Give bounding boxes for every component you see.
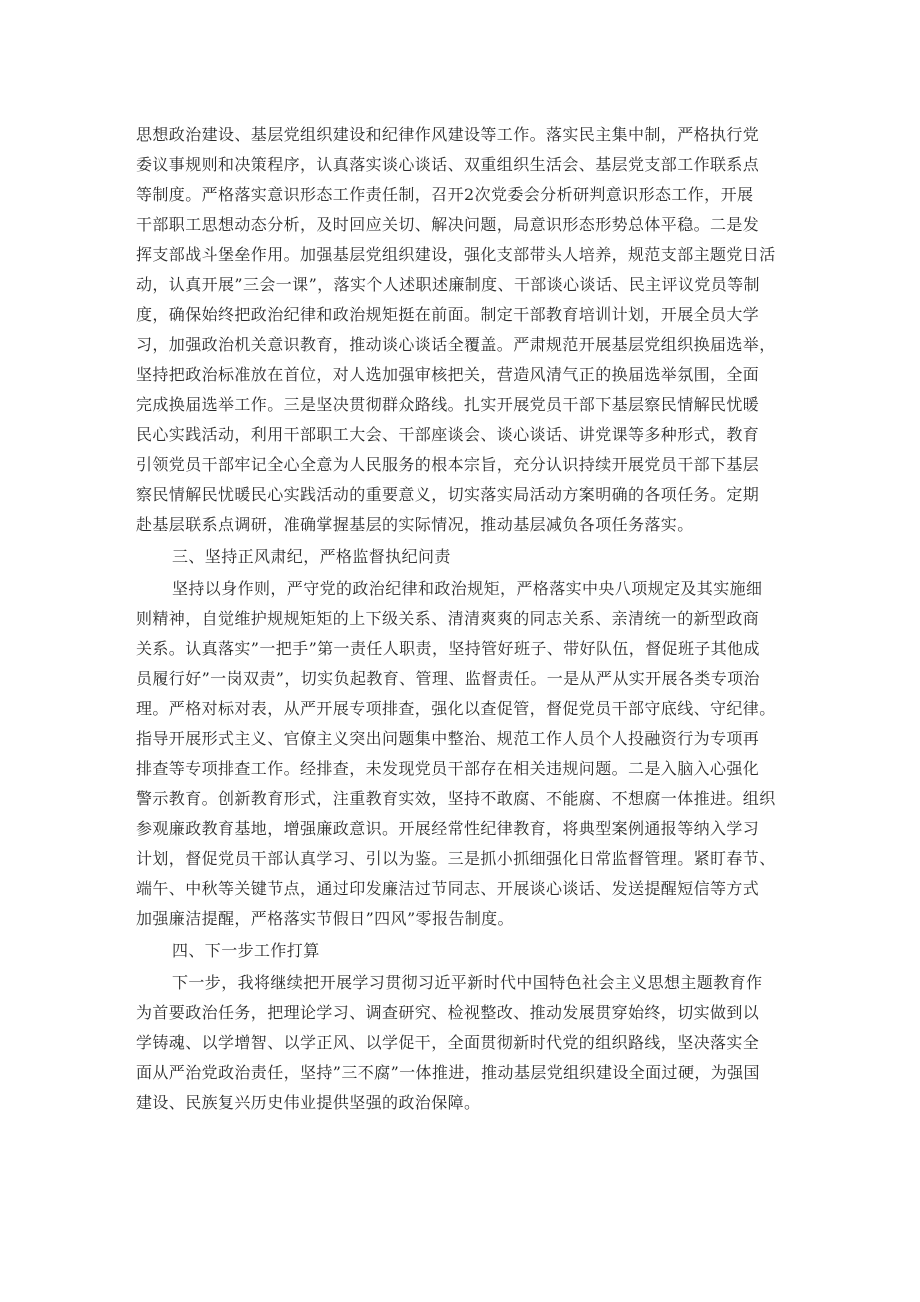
paragraph-line: 理。严格对标对表，从严开展专项排查，强化以查促管，督促党员干部守底线、守纪律。	[136, 699, 776, 718]
paragraph-line: 等制度。严格落实意识形态工作责任制，召开2次党委会分析研判意识形态工作，开展	[136, 185, 754, 204]
paragraph-line: 员履行好”一岗双责”，切实负起教育、管理、监督责任。一是从严从实开展各类专项治	[136, 669, 760, 688]
paragraph-line: 为首要政治任务，把理论学习、调查研究、检视整改、推动发展贯穿始终，切实做到以	[136, 1003, 760, 1022]
paragraph-line: 坚持以身作则，严守党的政治纪律和政治规矩，严格落实中央八项规定及其实施细	[172, 579, 763, 598]
paragraph-line: 干部职工思想动态分析，及时回应关切、解决问题，局意识形态形势总体平稳。二是发	[136, 215, 760, 234]
paragraph-line: 察民情解民忧暖民心实践活动的重要意义，切实落实局活动方案明确的各项任务。定期	[136, 485, 760, 504]
paragraph-line: 赴基层联系点调研，准确掌握基层的实际情况，推动基层减负各项任务落实。	[136, 515, 694, 534]
paragraph-line: 警示教育。创新教育形式，注重教育实效，坚持不敢腐、不能腐、不想腐一体推进。组织	[136, 789, 776, 808]
paragraph-line: 指导开展形式主义、官僚主义突出问题集中整治、规范工作人员个人投融资行为专项再	[136, 729, 760, 748]
paragraph-line: 挥支部战斗堡垒作用。加强基层党组织建设，强化支部带头人培养，规范支部主题党日活	[136, 245, 776, 264]
paragraph-line: 动，认真开展”三会一课”，落实个人述职述廉制度、干部谈心谈话、民主评议党员等制	[136, 275, 760, 294]
section-heading: 三、坚持正风肃纪，严格监督执纪问责	[172, 547, 451, 566]
paragraph-line: 加强廉洁提醒，严格落实节假日”四风”零报告制度。	[136, 909, 514, 928]
paragraph-line: 端午、中秋等关键节点，通过印发廉洁过节同志、开展谈心谈话、发送提醒短信等方式	[136, 879, 760, 898]
paragraph-line: 建设、民族复兴历史伟业提供坚强的政治保障。	[136, 1093, 481, 1112]
paragraph-line: 排查等专项排查工作。经排查，未发现党员干部存在相关违规问题。二是入脑入心强化	[136, 759, 760, 778]
paragraph-line: 完成换届选举工作。三是坚决贯彻群众路线。扎实开展党员干部下基层察民情解民忧暖	[136, 395, 760, 414]
paragraph-line: 则精神，自觉维护规规矩矩的上下级关系、清清爽爽的同志关系、亲清统一的新型政商	[136, 609, 760, 628]
paragraph-line: 面从严治党政治责任，坚持”三不腐”一体推进，推动基层党组织建设全面过硬，为强国	[136, 1063, 760, 1082]
section-heading: 四、下一步工作打算	[172, 941, 320, 960]
paragraph-line: 民心实践活动，利用干部职工大会、干部座谈会、谈心谈话、讲党课等多种形式，教育	[136, 425, 760, 444]
paragraph-line: 关系。认真落实”一把手”第一责任人职责，坚持管好班子、带好队伍，督促班子其他成	[136, 639, 760, 658]
paragraph-line: 参观廉政教育基地，增强廉政意识。开展经常性纪律教育，将典型案例通报等纳入学习	[136, 819, 760, 838]
paragraph-line: 习，加强政治机关意识教育，推动谈心谈话全覆盖。严肃规范开展基层党组织换届选举，	[136, 335, 776, 354]
paragraph-line: 计划，督促党员干部认真学习、引以为鉴。三是抓小抓细强化日常监督管理。紧盯春节、	[136, 849, 776, 868]
paragraph-line: 委议事规则和决策程序，认真落实谈心谈话、双重组织生活会、基层党支部工作联系点	[136, 155, 760, 174]
paragraph-line: 坚持把政治标准放在首位，对人选加强审核把关，营造风清气正的换届选举氛围，全面	[136, 365, 760, 384]
paragraph-line: 度，确保始终把政治纪律和政治规矩挺在前面。制定干部教育培训计划，开展全员大学	[136, 305, 760, 324]
paragraph-line: 思想政治建设、基层党组织建设和纪律作风建设等工作。落实民主集中制，严格执行党	[136, 125, 760, 144]
paragraph-line: 下一步，我将继续把开展学习贯彻习近平新时代中国特色社会主义思想主题教育作	[172, 973, 763, 992]
paragraph-line: 引领党员干部牢记全心全意为人民服务的根本宗旨，充分认识持续开展党员干部下基层	[136, 455, 760, 474]
paragraph-line: 学铸魂、以学增智、以学正风、以学促干，全面贯彻新时代党的组织路线，坚决落实全	[136, 1033, 760, 1052]
